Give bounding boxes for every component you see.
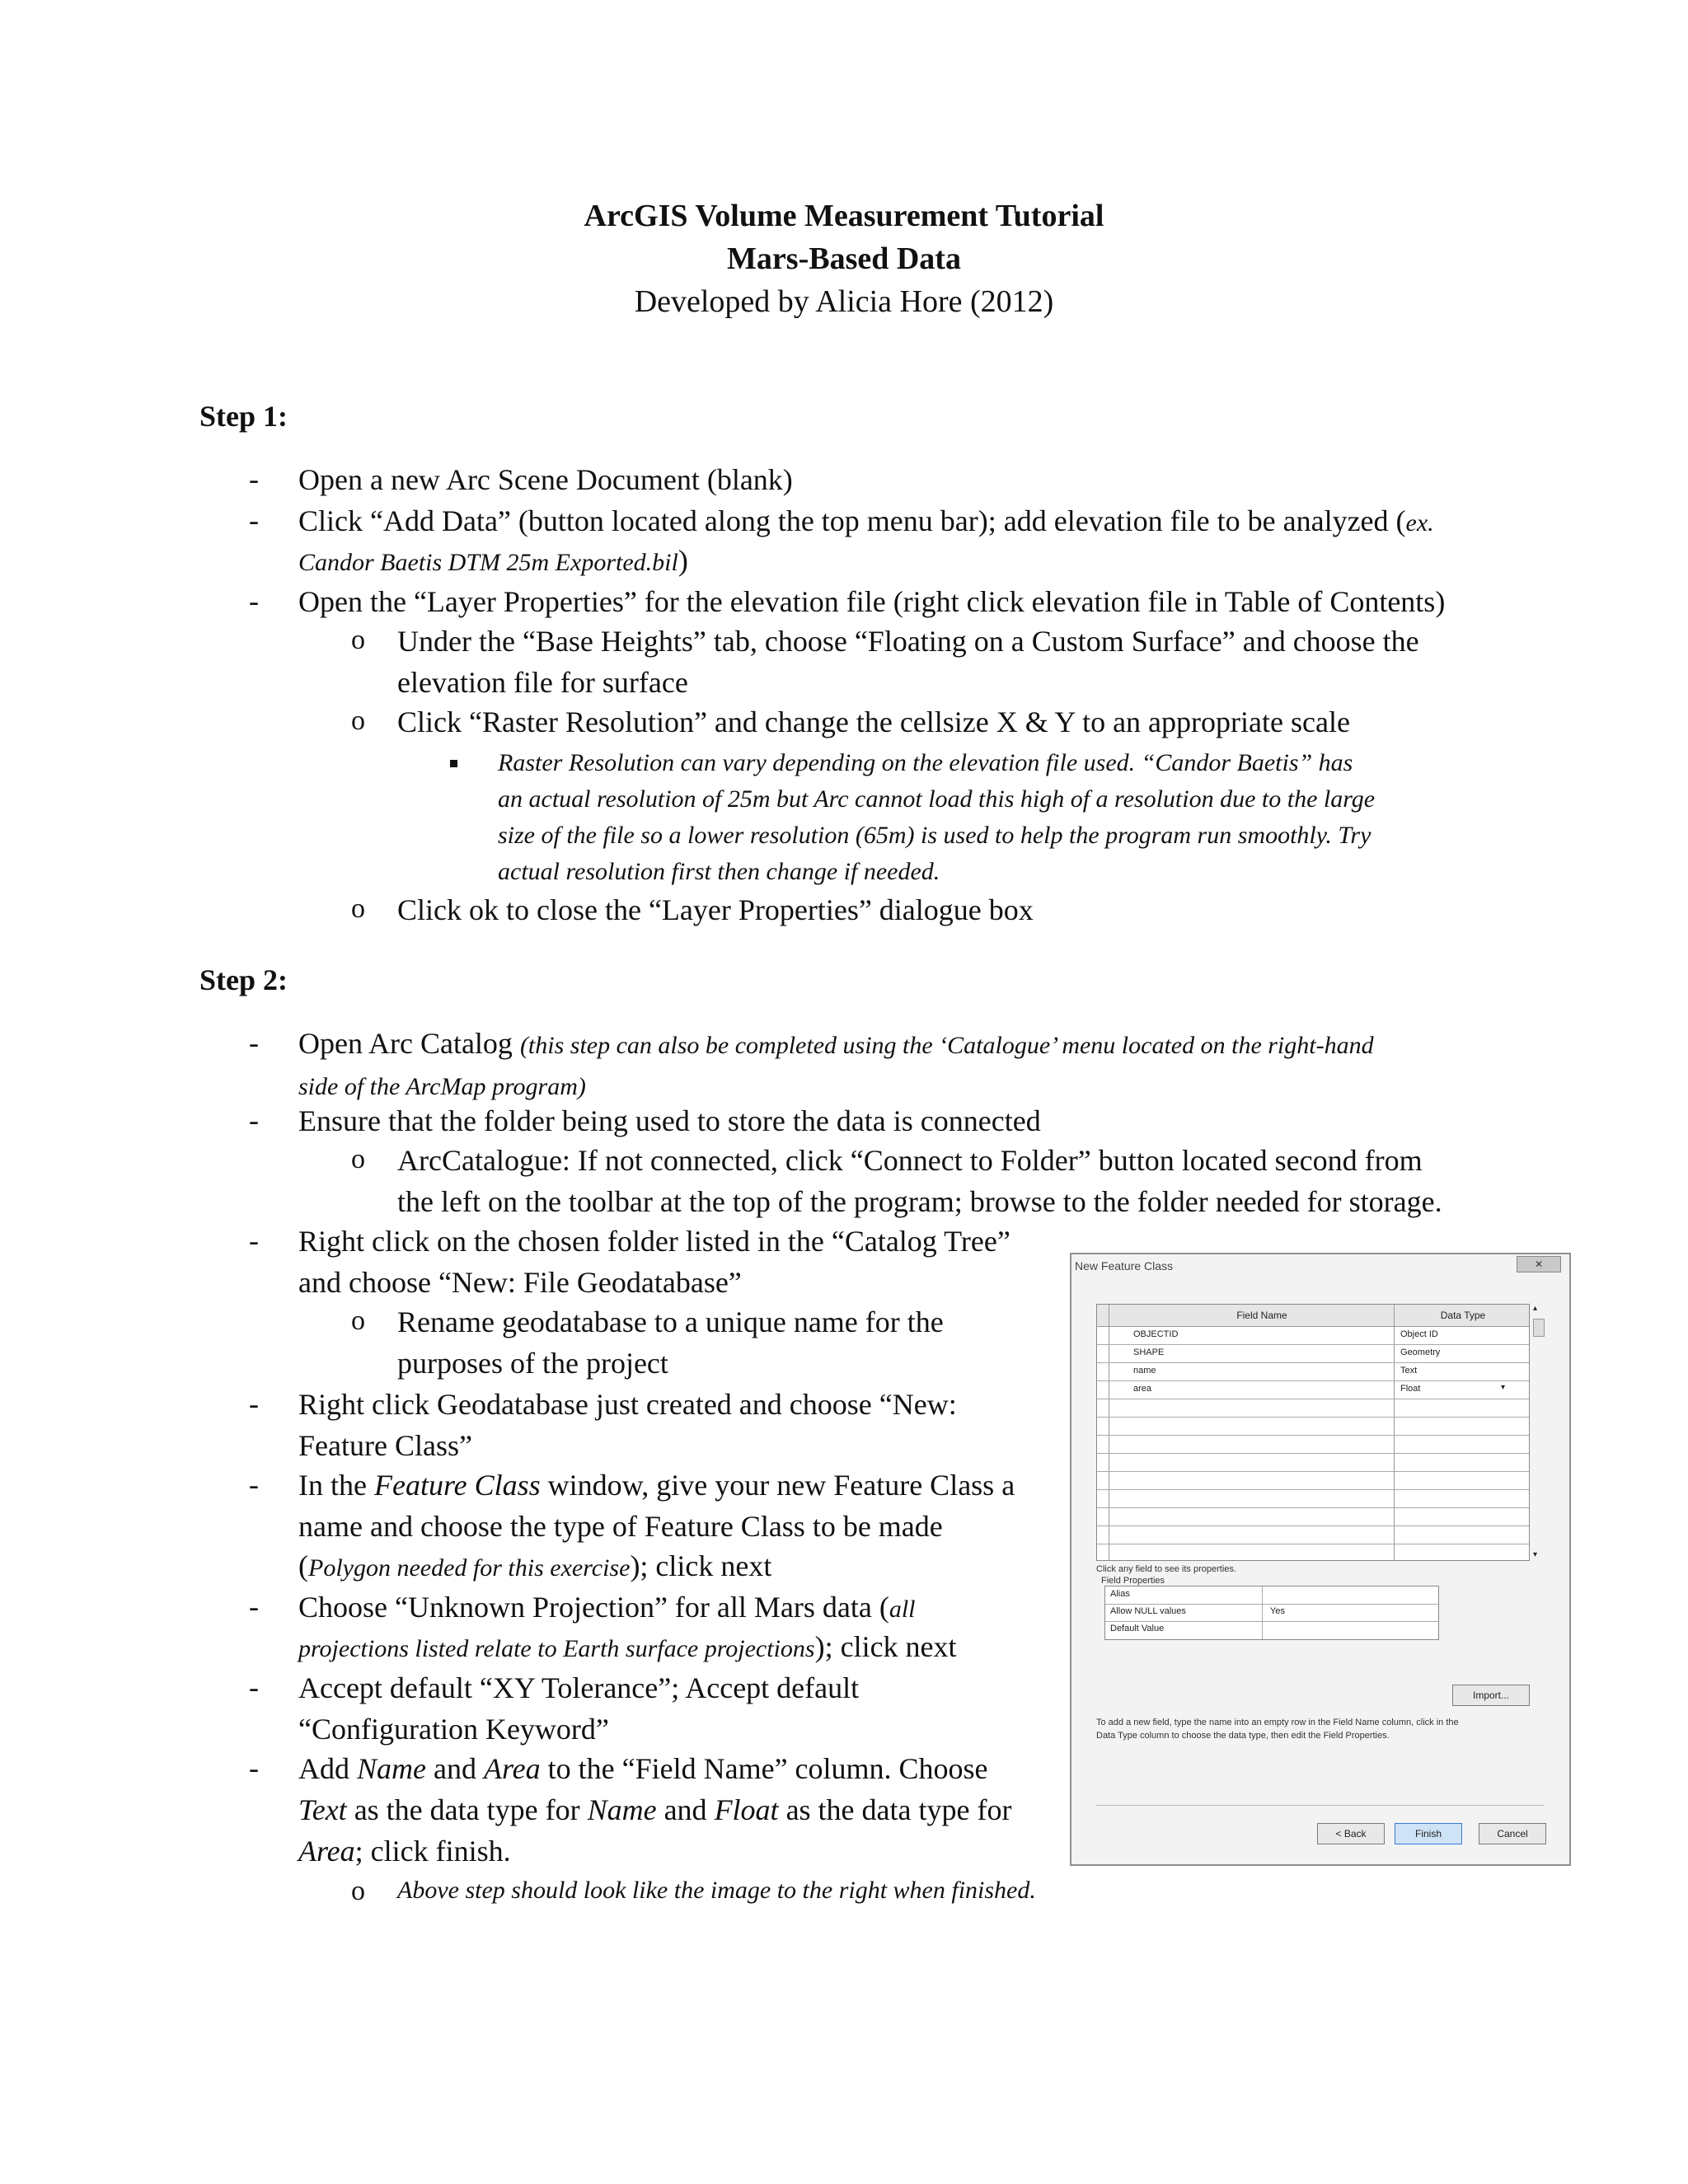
table-row[interactable]	[1097, 1526, 1529, 1544]
step2-bullet6: Choose “Unknown Projection” for all Mars data (all	[298, 1591, 916, 1624]
property-name: Default Value	[1110, 1624, 1165, 1633]
step2-heading: Step 2:	[199, 963, 288, 996]
field-grid	[1096, 1304, 1530, 1561]
step1-note2: an actual resolution of 25m but Arc cannot load this high of a resolution due to the large	[498, 785, 1376, 813]
property-row[interactable]	[1105, 1586, 1438, 1605]
doc-author: Developed by Alicia Hore (2012)	[634, 284, 1054, 319]
step2-bullet1: Open Arc Catalog (this step can also be completed using the ‘Catalogue’ menu located on the right-hand	[298, 1027, 1374, 1060]
table-row[interactable]	[1097, 1490, 1529, 1508]
dash: -	[249, 1468, 259, 1501]
field-properties-table	[1104, 1586, 1439, 1640]
table-row[interactable]	[1097, 1345, 1529, 1363]
step2-bullet7: Accept default “XY Tolerance”; Accept default	[298, 1671, 860, 1704]
grid-header	[1097, 1305, 1529, 1327]
circle-bullet: o	[351, 1876, 365, 1906]
step2-bullet2: Ensure that the folder being used to store the data is connected	[298, 1104, 1041, 1137]
new-feature-class-dialog	[1070, 1253, 1571, 1866]
step1-note4: actual resolution first then change if needed.	[498, 858, 940, 885]
dash: -	[249, 1026, 259, 1059]
step2-sub1-cont: the left on the toolbar at the top of the program; browse to the folder needed for storage.	[397, 1185, 1442, 1218]
grid-scrollbar[interactable]	[1531, 1304, 1545, 1559]
property-value: Yes	[1270, 1606, 1285, 1616]
scroll-up-icon[interactable]: ▴	[1533, 1304, 1538, 1313]
import-button[interactable]: Import...	[1452, 1685, 1530, 1706]
property-row[interactable]	[1105, 1604, 1438, 1622]
col-data-type: Data Type	[1440, 1310, 1486, 1321]
step2-bullet3: Right click on the chosen folder listed in the “Catalog Tree”	[298, 1225, 1010, 1258]
step2-sub2: Rename geodatabase to a unique name for the	[397, 1305, 944, 1338]
step1-bullet3: Open the “Layer Properties” for the elevation file (right click elevation file in Table of Contents)	[298, 585, 1446, 618]
close-icon[interactable]: ✕	[1517, 1256, 1561, 1272]
data-type-cell: Object ID	[1400, 1329, 1438, 1339]
step1-note3: size of the file so a lower resolution (65m) is used to help the program run smoothly. Try	[498, 822, 1372, 849]
dash: -	[249, 1751, 259, 1784]
data-type-cell: Text	[1400, 1366, 1418, 1376]
step2-sub1: ArcCatalogue: If not connected, click “Connect to Folder” button located second from	[397, 1144, 1423, 1177]
step1-sub2: Click “Raster Resolution” and change the cellsize X & Y to an appropriate scale	[397, 705, 1350, 738]
step2-bullet8-cont2: Area; click finish.	[298, 1835, 511, 1868]
step2-bullet6-cont: projections listed relate to Earth surface projections); click next	[298, 1630, 957, 1663]
step1-sub1: Under the “Base Heights” tab, choose “Floating on a Custom Surface” and choose the	[397, 625, 1419, 658]
table-row[interactable]	[1097, 1399, 1529, 1418]
scroll-thumb[interactable]	[1533, 1319, 1545, 1337]
circle-bullet: o	[351, 1305, 365, 1336]
divider	[1096, 1805, 1545, 1806]
step1-bullet2: Click “Add Data” (button located along the top menu bar); add elevation file to be analyzed (ex.	[298, 504, 1434, 537]
step1-sub1-cont: elevation file for surface	[397, 666, 688, 699]
dash: -	[249, 462, 259, 495]
step2-bullet5: In the Feature Class window, give your new Feature Class a	[298, 1469, 1015, 1502]
table-row[interactable]	[1097, 1363, 1529, 1381]
step2-sub2-cont: purposes of the project	[397, 1347, 668, 1380]
property-row[interactable]	[1105, 1621, 1438, 1638]
col-field-name: Field Name	[1236, 1310, 1287, 1321]
property-name: Allow NULL values	[1110, 1606, 1186, 1616]
table-row[interactable]	[1097, 1436, 1529, 1454]
step1-note1: Raster Resolution can vary depending on the elevation file used. “Candor Baetis” has	[498, 749, 1353, 776]
step2-note: Above step should look like the image to the right when finished.	[397, 1877, 1036, 1904]
help-text-2: Data Type column to choose the data type, then edit the Field Properties.	[1096, 1731, 1390, 1741]
field-name-cell: SHAPE	[1133, 1347, 1165, 1357]
step2-bullet1-cont: side of the ArcMap program)	[298, 1073, 586, 1100]
step1-sub3: Click ok to close the “Layer Properties” dialogue box	[397, 893, 1034, 926]
circle-bullet: o	[351, 625, 365, 655]
step1-bullet2-cont: Candor Baetis DTM 25m Exported.bil)	[298, 544, 688, 577]
field-name-cell: name	[1133, 1366, 1156, 1376]
table-row[interactable]	[1097, 1327, 1529, 1345]
doc-title: ArcGIS Volume Measurement Tutorial	[584, 199, 1104, 233]
table-row[interactable]	[1097, 1472, 1529, 1490]
step2-bullet4: Right click Geodatabase just created and choose “New:	[298, 1388, 957, 1421]
table-row[interactable]	[1097, 1418, 1529, 1436]
property-name: Alias	[1110, 1589, 1130, 1599]
circle-bullet: o	[351, 1144, 365, 1174]
dash: -	[249, 584, 259, 617]
doc-subtitle: Mars-Based Data	[727, 241, 961, 276]
help-text-1: To add a new field, type the name into an empty row in the Field Name column, click in the	[1096, 1718, 1459, 1727]
step2-bullet5-cont2: (Polygon needed for this exercise); click next	[298, 1549, 772, 1582]
dash: -	[249, 1671, 259, 1704]
back-button[interactable]: < Back	[1317, 1823, 1385, 1844]
table-row[interactable]	[1097, 1381, 1529, 1399]
step1-bullet1: Open a new Arc Scene Document (blank)	[298, 463, 793, 496]
field-name-cell: OBJECTID	[1133, 1329, 1179, 1339]
table-row[interactable]	[1097, 1454, 1529, 1472]
circle-bullet: o	[351, 705, 365, 736]
step2-bullet8: Add Name and Area to the “Field Name” column. Choose	[298, 1752, 988, 1785]
scroll-down-icon[interactable]: ▾	[1533, 1550, 1538, 1559]
data-type-cell: Geometry	[1400, 1347, 1441, 1357]
step2-bullet3-cont: and choose “New: File Geodatabase”	[298, 1266, 742, 1299]
dash: -	[249, 1224, 259, 1257]
data-type-cell: Float	[1400, 1384, 1421, 1394]
dash: -	[249, 504, 259, 537]
field-name-cell: area	[1133, 1384, 1152, 1394]
dash: -	[249, 1387, 259, 1420]
grid-hint: Click any field to see its properties.	[1096, 1564, 1236, 1574]
step2-bullet4-cont: Feature Class”	[298, 1429, 472, 1462]
finish-button[interactable]: Finish	[1395, 1823, 1462, 1844]
circle-bullet: o	[351, 893, 365, 924]
table-row[interactable]	[1097, 1508, 1529, 1526]
dialog-title: New Feature Class	[1075, 1259, 1174, 1272]
cancel-button[interactable]: Cancel	[1479, 1823, 1546, 1844]
field-properties-label: Field Properties	[1101, 1576, 1165, 1586]
step2-bullet7-cont: “Configuration Keyword”	[298, 1713, 609, 1746]
square-bullet	[450, 760, 457, 767]
step1-heading: Step 1:	[199, 400, 288, 433]
step2-bullet8-cont: Text as the data type for Name and Float as the data type for	[298, 1793, 1012, 1826]
step2-bullet5-cont: name and choose the type of Feature Class to be made	[298, 1510, 943, 1543]
dash: -	[249, 1590, 259, 1623]
dropdown-arrow-icon[interactable]: ▾	[1501, 1383, 1506, 1392]
dash: -	[249, 1104, 259, 1137]
